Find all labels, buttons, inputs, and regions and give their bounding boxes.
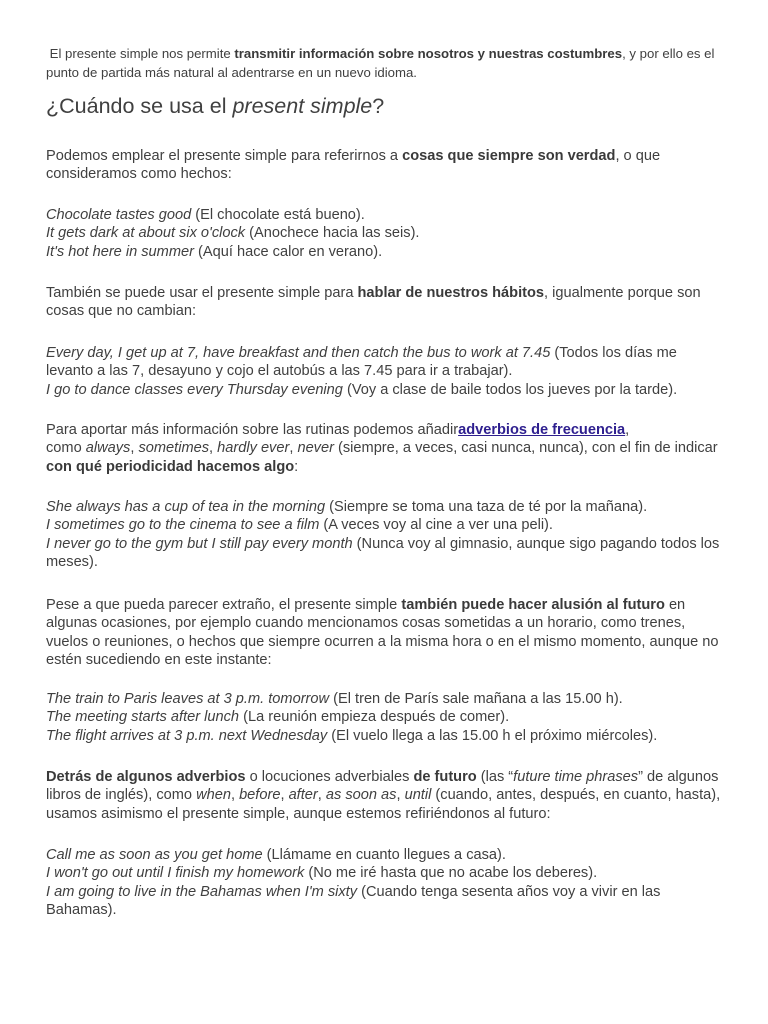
example-line: I am going to live in the Bahamas when I'm sixty (Cuando tenga sesenta años voy a vivir en las Bahamas).	[46, 883, 661, 918]
paragraph-habits: También se puede usar el presente simple para hablar de nuestros hábitos, igualmente porque son cosas que no cambian:	[46, 285, 701, 320]
example-line: She always has a cup of tea in the morning (Siempre se toma una taza de té por la mañana).	[46, 499, 648, 515]
section-heading: ¿Cuándo se usa el present simple?	[46, 94, 385, 118]
example-line: The train to Paris leaves at 3 p.m. tomorrow (El tren de París sale mañana a las 15.00 h).	[46, 691, 623, 707]
frequency-adverbs-link[interactable]: adverbios de frecuencia	[458, 422, 626, 438]
paragraph-facts: Podemos emplear el presente simple para referirnos a cosas que siempre son verdad, o que consideramos como hechos:	[46, 148, 661, 183]
example-line: The flight arrives at 3 p.m. next Wednesday (El vuelo llega a las 15.00 h el próximo miércoles).	[46, 727, 658, 744]
examples-frequency	[46, 498, 726, 571]
examples-future	[46, 690, 726, 745]
example-line: I won't go out until I finish my homework (No me iré hasta que no acabe los deberes).	[46, 865, 598, 882]
example-line: I never go to the gym but I still pay every month (Nunca voy al gimnasio, aunque sigo pagando todos los meses).	[46, 535, 720, 570]
intro-bold-text: transmitir información sobre nosotros y nuestras costumbres	[234, 46, 623, 61]
example-line: It gets dark at about six o'clock (Anochece hacia las seis).	[46, 225, 420, 242]
example-line: Every day, I get up at 7, have breakfast and then catch the bus to work at 7.45 (Todos los días me levanto a las 7, desayuno y cojo el autobús a las 7.45 para ir a trabajar).	[46, 345, 677, 380]
paragraph-future: Pese a que pueda parecer extraño, el presente simple también puede hacer alusión al futuro en algunas ocasiones, por ejemplo cuando mencionamos cosas sometidas a un horario, como trenes, vuelos o reuniones, o hechos que siempre ocurren a la misma hora o en el mismo momento, aunque no estén sucediendo en este instante:	[46, 597, 719, 668]
examples-habits	[46, 344, 726, 399]
example-line: It's hot here in summer (Aquí hace calor en verano).	[46, 243, 383, 260]
examples-facts	[46, 206, 726, 261]
example-line: I sometimes go to the cinema to see a film (A veces voy al cine a ver una peli).	[46, 517, 553, 534]
example-line: The meeting starts after lunch (La reunión empieza después de comer).	[46, 709, 510, 726]
example-line: Chocolate tastes good (El chocolate está bueno).	[46, 207, 365, 223]
paragraph-frequency-adverbs: Para aportar más información sobre las rutinas podemos añadiradverbios de frecuencia, como always, sometimes, hardly ever, never (siempre, a veces, casi nunca, nunca), con el fin de indicar con qué periodicidad hacemos algo:	[46, 422, 718, 475]
intro-text-end: , y por ello es el punto de partida más natural al adentrarse en un nuevo idioma.	[46, 46, 715, 80]
examples-time-phrases	[46, 846, 726, 919]
paragraph-time-phrases: Detrás de algunos adverbios o locuciones adverbiales de futuro (las “future time phrases” de algunos libros de inglés), como when, before, after, as soon as, until (cuando, antes, después, en cuanto, hasta), usamos asimismo el presente simple, aunque estemos refiriéndonos al futuro:	[46, 769, 721, 822]
intro-text: El presente simple nos permite	[49, 46, 235, 61]
example-line: Call me as soon as you get home (Llámame en cuanto llegues a casa).	[46, 847, 506, 863]
example-line: I go to dance classes every Thursday evening (Voy a clase de baile todos los jueves por la tarde).	[46, 381, 678, 398]
intro-paragraph	[46, 44, 726, 82]
